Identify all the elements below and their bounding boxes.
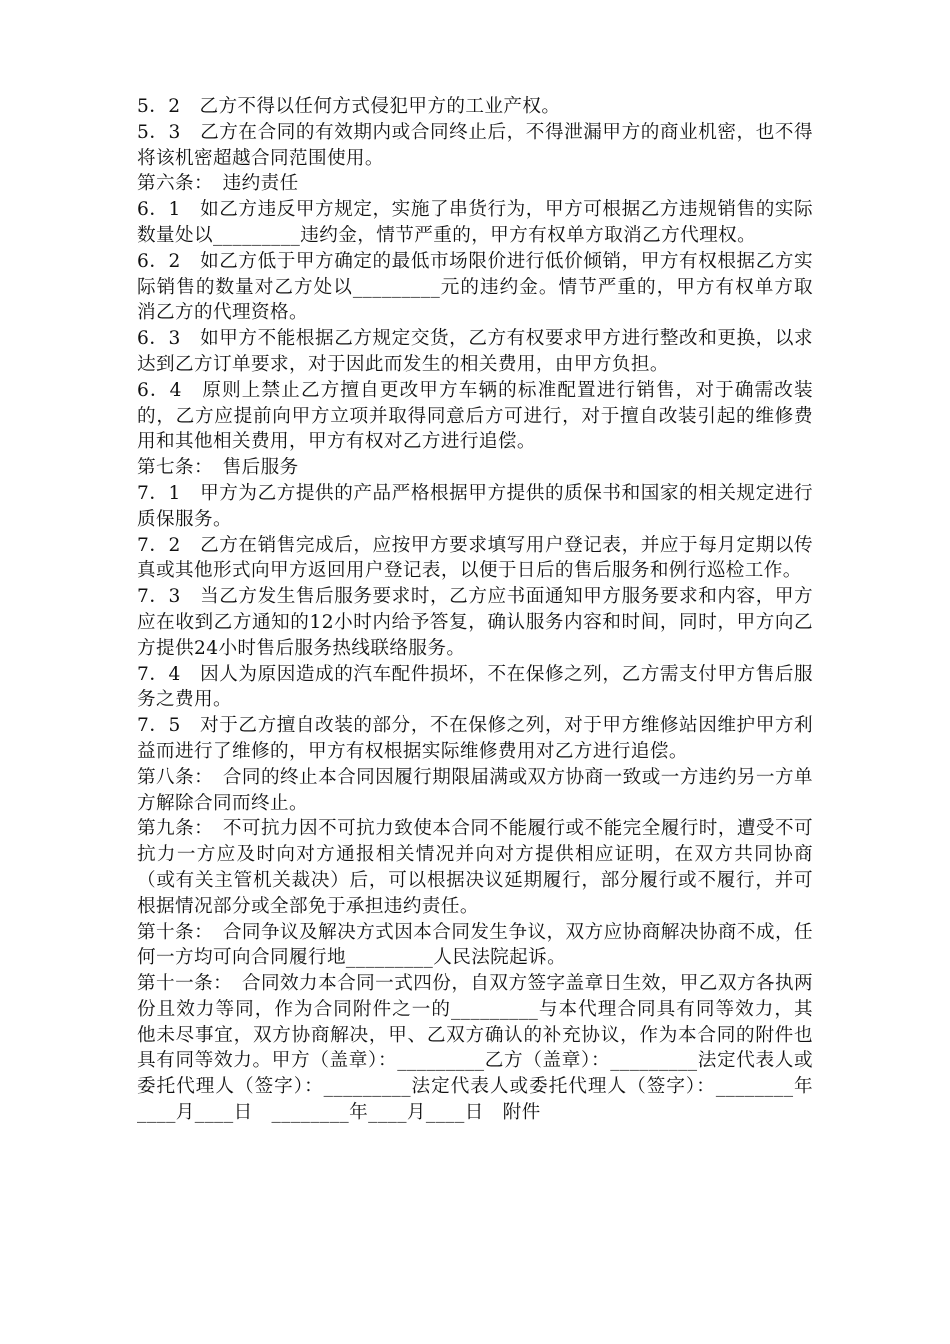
article-11-and-signatures: 第十一条： 合同效力本合同一式四份，自双方签字盖章日生效，甲乙双方各执两份且效力等同，作为合同附件之一的_________与本代理合同具有同等效力，其他未尽事宜，双方协商解决，甲、乙双方确认的补充协议，作为本合同的附件也具有同等效力。甲方（盖章）：_________乙方（盖章）：_________法定代表人或委托代理人（签字）：_________法定代表人或委托代理人（签字）：________年____月____日 ________年____月____日 附件 — [137, 973, 813, 1124]
article-7-heading: 第七条： 售后服务 — [137, 457, 299, 479]
article-6-heading: 第六条： 违约责任 — [137, 173, 299, 195]
article-8: 第八条： 合同的终止本合同因履行期限届满或双方协商一致或一方违约另一方单方解除合同而终止。 — [137, 766, 813, 814]
article-10: 第十条： 合同争议及解决方式因本合同发生争议，双方应协商解决协商不成，任何一方均可向合同履行地_________人民法院起诉。 — [137, 921, 813, 969]
clause-5-2: 5．2 乙方不得以任何方式侵犯甲方的工业产权。 — [137, 96, 561, 117]
clause-7-4: 7．4 因人为原因造成的汽车配件损坏，不在保修之列，乙方需支付甲方售后服务之费用。 — [137, 663, 813, 711]
clause-6-2: 6．2 如乙方低于甲方确定的最低市场限价进行低价倾销，甲方有权根据乙方实际销售的数量对乙方处以_________元的违约金。情节严重的，甲方有权单方取消乙方的代理资格。 — [137, 250, 813, 324]
clause-5-3: 5．3 乙方在合同的有效期内或合同终止后，不得泄漏甲方的商业机密，也不得将该机密超越合同范围使用。 — [137, 121, 813, 169]
clause-6-4: 6．4 原则上禁止乙方擅自更改甲方车辆的标准配置进行销售，对于确需改装的，乙方应提前向甲方立项并取得同意后方可进行，对于擅自改装引起的维修费用和其他相关费用，甲方有权对乙方进行追偿。 — [137, 379, 813, 453]
clause-7-5: 7．5 对于乙方擅自改装的部分，不在保修之列，对于甲方维修站因维护甲方利益而进行了维修的，甲方有权根据实际维修费用对乙方进行追偿。 — [137, 715, 813, 762]
clause-6-3: 6．3 如甲方不能根据乙方规定交货，乙方有权要求甲方进行整改和更换，以求达到乙方订单要求，对于因此而发生的相关费用，由甲方负担。 — [137, 328, 813, 375]
clause-7-3: 7．3 当乙方发生售后服务要求时，乙方应书面通知甲方服务要求和内容，甲方应在收到乙方通知的12小时内给予答复，确认服务内容和时间，同时，甲方向乙方提供24小时售后服务热线联络服务。 — [137, 586, 813, 659]
clause-7-2: 7．2 乙方在销售完成后，应按甲方要求填写用户登记表，并应于每月定期以传真或其他形式向甲方返回用户登记表，以便于日后的售后服务和例行巡检工作。 — [137, 534, 813, 582]
clause-6-1: 6．1 如乙方违反甲方规定，实施了串货行为，甲方可根据乙方违规销售的实际数量处以_________违约金，情节严重的，甲方有权单方取消乙方代理权。 — [137, 199, 813, 246]
document-body — [137, 94, 813, 1126]
article-9: 第九条： 不可抗力因不可抗力致使本合同不能履行或不能完全履行时，遭受不可抗力一方应及时向对方通报相关情况并向对方提供相应证明，在双方共同协商（或有关主管机关裁决）后，可以根据决议延期履行，部分履行或不履行，并可根据情况部分或全部免于承担违约责任。 — [137, 818, 813, 917]
clause-7-1: 7．1 甲方为乙方提供的产品严格根据甲方提供的质保书和国家的相关规定进行质保服务。 — [137, 482, 813, 530]
